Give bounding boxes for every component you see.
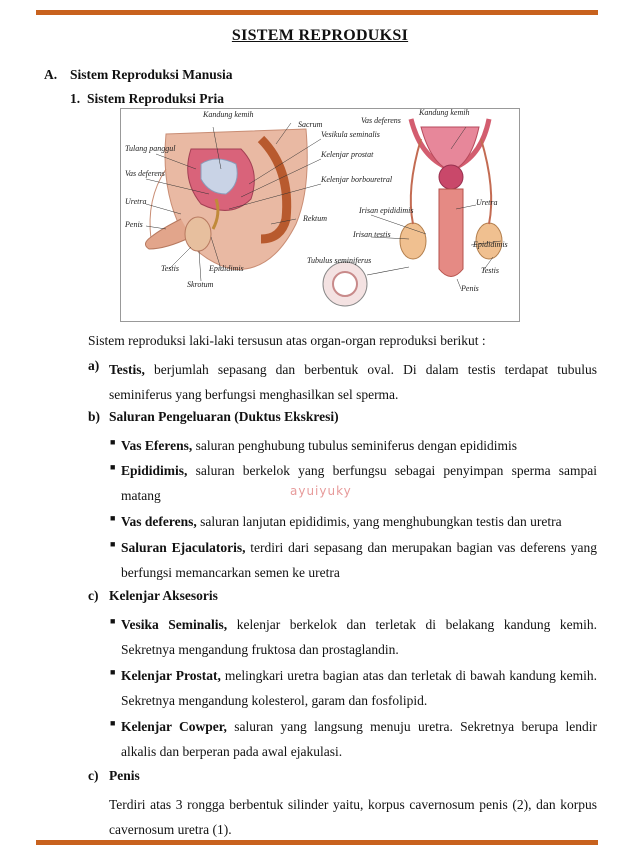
bullet-icon: ■	[110, 462, 116, 472]
label-rektum: Rektum	[303, 214, 327, 223]
bullet-icon: ■	[110, 539, 116, 549]
anatomy-illustration	[121, 109, 519, 321]
c-item-2-term: Kelenjar Prostat,	[121, 668, 221, 683]
section-a-heading: Sistem Reproduksi Manusia	[70, 67, 233, 82]
bottom-rule	[36, 840, 598, 845]
label-tulang-panggul: Tulang panggul	[125, 144, 176, 153]
top-rule	[36, 10, 598, 15]
item-a-term: Testis,	[109, 362, 145, 377]
label-epididimis-right: Epididimis	[473, 240, 508, 249]
b-item-4	[121, 535, 597, 585]
c-item-3-term: Kelenjar Cowper,	[121, 719, 227, 734]
b-item-2-term: Epididimis,	[121, 463, 188, 478]
label-penis-left: Penis	[125, 220, 143, 229]
item-b-heading: Saluran Pengeluaran (Duktus Ekskresi)	[109, 409, 339, 424]
c-item-1-term: Vesika Seminalis,	[121, 617, 228, 632]
label-skrotum: Skrotum	[187, 280, 214, 289]
c-item-1	[121, 612, 597, 662]
b-item-1-term: Vas Eferens,	[121, 438, 193, 453]
label-vesikula-seminalis: Vesikula seminalis	[321, 130, 380, 139]
item-d-marker: c)	[88, 768, 99, 783]
item-a-marker: a)	[88, 358, 100, 373]
label-tubulus-seminiferus: Tubulus seminiferus	[307, 256, 372, 265]
c-item-3	[121, 714, 597, 764]
b-item-4-term: Saluran Ejaculatoris,	[121, 540, 246, 555]
label-uretra-right: Uretra	[476, 198, 498, 207]
label-kelenjar-prostat: Kelenjar prostat	[321, 150, 374, 159]
label-penis-right: Penis	[461, 284, 479, 293]
label-kandung-kemih: Kandung kemih	[203, 110, 254, 119]
sub1-marker: 1.	[70, 91, 81, 106]
c-item-2	[121, 663, 597, 713]
b-item-3	[121, 509, 597, 534]
page-title: SISTEM REPRODUKSI	[231, 27, 409, 44]
bullet-icon: ■	[110, 616, 116, 626]
item-c-marker: c)	[88, 588, 99, 603]
item-a-text: berjumlah sepasang dan berbentuk oval. Di dalam testis terdapat tubulus seminiferus yang berfungsi menghasilkan sel sperma.	[109, 362, 597, 402]
b-item-3-text: saluran lanjutan epididimis, yang menghubungkan testis dan uretra	[196, 514, 562, 529]
item-b-marker: b)	[88, 409, 101, 424]
label-irisan-testis: Irisan testis	[353, 230, 391, 239]
sub1-heading: Sistem Reproduksi Pria	[87, 91, 225, 106]
label-vas-deferens-top: Vas deferens	[361, 116, 401, 125]
label-sacrum: Sacrum	[298, 120, 323, 129]
label-vas-deferens-left: Vas deferens	[125, 169, 165, 178]
label-kelenjar-borbouretral: Kelenjar borbouretral	[321, 175, 393, 184]
item-a-paragraph	[109, 357, 597, 407]
bullet-icon: ■	[110, 667, 116, 677]
item-d-heading: Penis	[109, 768, 140, 783]
bullet-icon: ■	[110, 513, 116, 523]
label-uretra-left: Uretra	[125, 197, 147, 206]
reproductive-system-figure	[120, 108, 520, 322]
b-item-2	[121, 458, 597, 508]
intro-text: Sistem reproduksi laki-laki tersusun atas organ-organ reproduksi berikut :	[88, 333, 486, 348]
watermark: ayuiyuky	[290, 484, 352, 498]
label-kandung-kemih-right: Kandung kemih	[419, 109, 470, 117]
bullet-icon: ■	[110, 437, 116, 447]
label-irisan-epididimis: Irisan epididimis	[359, 206, 414, 215]
label-testis-left: Testis	[161, 264, 179, 273]
b-item-4-text: terdiri dari sepasang dan merupakan bagian vas deferens yang berfungsi memancarkan semen ke uretra	[121, 540, 597, 580]
b-item-3-term: Vas deferens,	[121, 514, 197, 529]
b-item-1-text: saluran penghubung tubulus seminiferus dengan epididimis	[192, 438, 517, 453]
bullet-icon: ■	[110, 718, 116, 728]
item-c-heading: Kelenjar Aksesoris	[109, 588, 218, 603]
c-item-3-text: saluran yang langsung menuju uretra. Sekretnya berupa lendir alkalis dan berperan pada awal ejakulasi.	[121, 719, 597, 759]
item-d-text: Terdiri atas 3 rongga berbentuk silinder yaitu, korpus cavernosum penis (2), dan korpus cavernosum uretra (1).	[109, 797, 597, 837]
label-epididimis-left: Epididimis	[209, 264, 244, 273]
label-testis-right: Testis	[481, 266, 499, 275]
b-item-1	[121, 433, 597, 458]
b-item-2-text: saluran berkelok yang berfungsu sebagai penyimpan sperma sampai matang	[121, 463, 597, 503]
c-item-1-text: kelenjar berkelok dan terletak di belakang kandung kemih. Sekretnya mengandung fruktosa dan prostaglandin.	[121, 617, 597, 657]
section-a-marker: A.	[44, 67, 58, 82]
c-item-2-text: melingkari uretra bagian atas dan terletak di bawah kandung kemih. Sekretnya mengandung kolesterol, garam dan fosfolipid.	[121, 668, 597, 708]
